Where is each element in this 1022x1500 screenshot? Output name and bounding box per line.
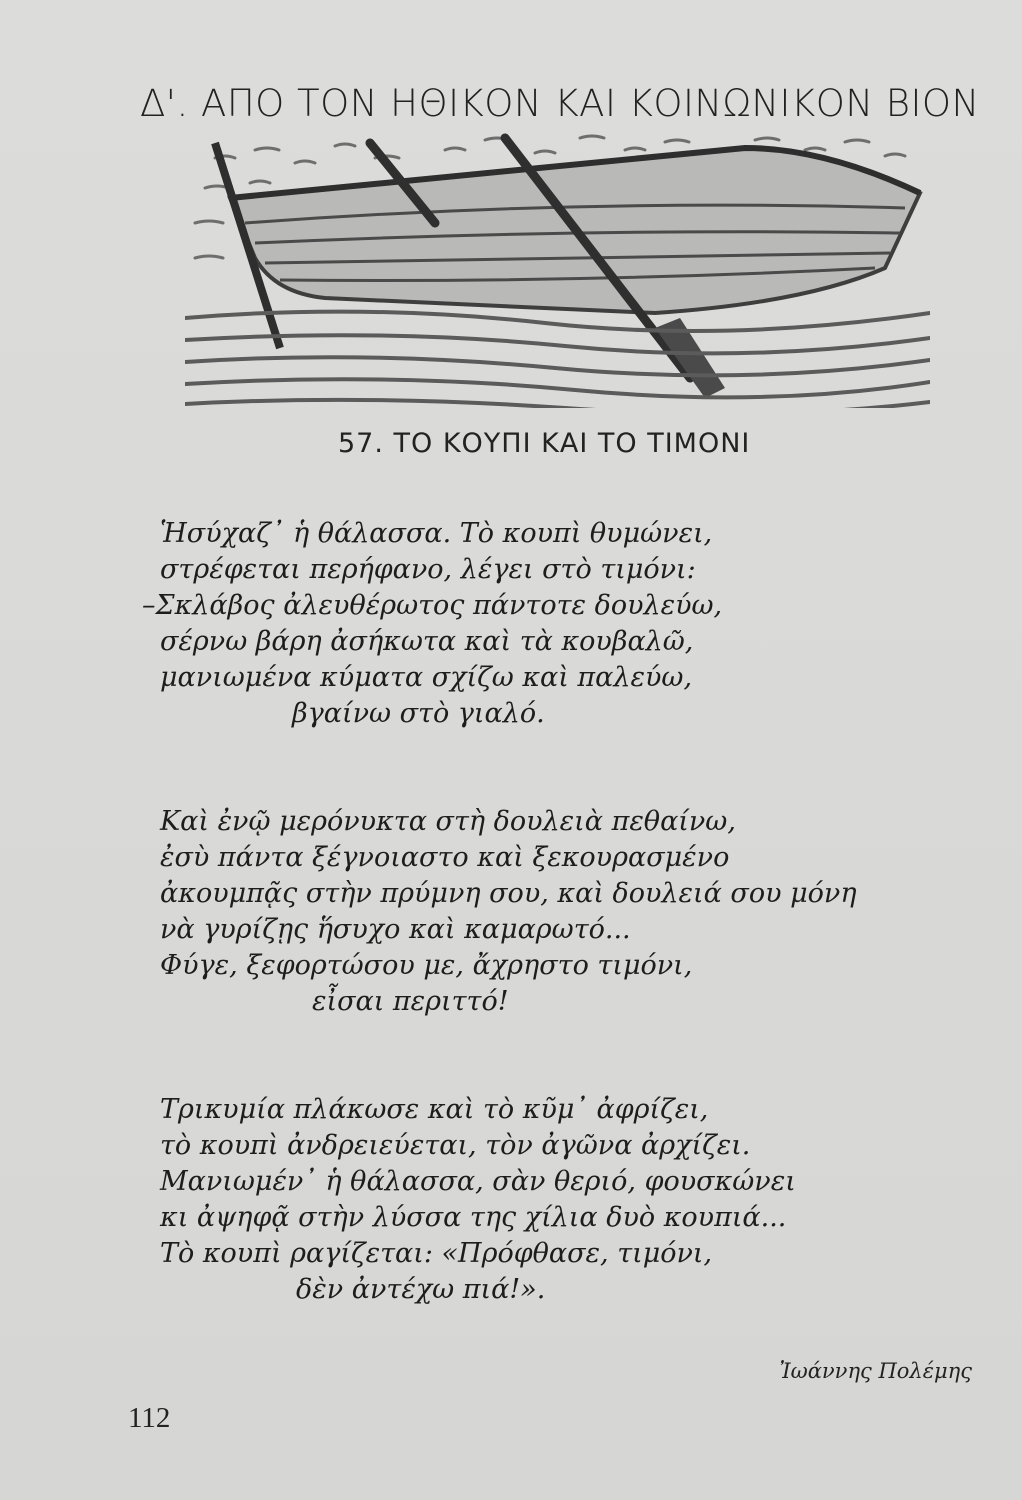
page-number: 112: [128, 1402, 171, 1434]
verse-line: στρέφεται περήφανο, λέγει στὸ τιμόνι:: [160, 554, 696, 585]
verse-line: –Σκλάβος ἀλευθέρωτος πάντοτε δουλεύω,: [142, 590, 723, 621]
verse-line: Μανιωμέν᾽ ἡ θάλασσα, σὰν θεριό, φουσκώνει: [160, 1166, 796, 1197]
stanza-2: [160, 804, 980, 1020]
verse-line: Τὸ κουπὶ ραγίζεται: «Πρόφθασε, τιμόνι,: [160, 1238, 713, 1269]
stanza-1: [142, 516, 980, 732]
verse-line: ἐσὺ πάντα ξέγνοιαστο καὶ ξεκουρασμένο: [160, 842, 730, 873]
verse-line: Ἡσύχαζ᾽ ἡ θάλασσα. Τὸ κουπὶ θυμώνει,: [160, 518, 713, 549]
verse-line: σέρνω βάρη ἀσήκωτα καὶ τὰ κουβαλῶ,: [160, 626, 694, 657]
poem-title: 57. ΤΟ ΚΟΥΠΙ ΚΑΙ ΤΟ ΤΙΜΟΝΙ: [338, 428, 751, 459]
poem-author: Ἰωάννης Πολέμης: [779, 1359, 972, 1383]
verse-line: Φύγε, ξεφορτώσου με, ἄχρηστο τιμόνι,: [160, 950, 693, 981]
verse-line: κι ἀψηφᾷ στὴν λύσσα της χίλια δυὸ κουπιά...: [160, 1202, 787, 1233]
verse-line: τὸ κουπὶ ἀνδρειεύεται, τὸν ἀγῶνα ἀρχίζει.: [160, 1130, 751, 1161]
verse-line: δὲν ἀντέχω πιά!».: [296, 1274, 546, 1305]
section-heading: Δ'. ΑΠΟ ΤΟΝ ΗΘΙΚΟΝ ΚΑΙ ΚΟΙΝΩΝΙΚΟΝ ΒΙΟΝ: [140, 82, 980, 125]
verse-line: εἶσαι περιττό!: [312, 986, 509, 1017]
stanza-3: [160, 1092, 980, 1308]
rowboat-illustration-icon: [185, 128, 930, 408]
verse-line: μανιωμένα κύματα σχίζω καὶ παλεύω,: [160, 662, 693, 693]
verse-line: βγαίνω στὸ γιαλό.: [292, 698, 545, 729]
verse-line: νὰ γυρίζῃς ἥσυχο καὶ καμαρωτό...: [160, 914, 631, 945]
verse-line: Καὶ ἐνῷ μερόνυκτα στὴ δουλειὰ πεθαίνω,: [160, 806, 736, 837]
verse-line: Τρικυμία πλάκωσε καὶ τὸ κῦμ᾽ ἀφρίζει,: [160, 1094, 709, 1125]
verse-line: ἀκουμπᾷς στὴν πρύμνη σου, καὶ δουλειά σου μόνη: [160, 878, 857, 909]
